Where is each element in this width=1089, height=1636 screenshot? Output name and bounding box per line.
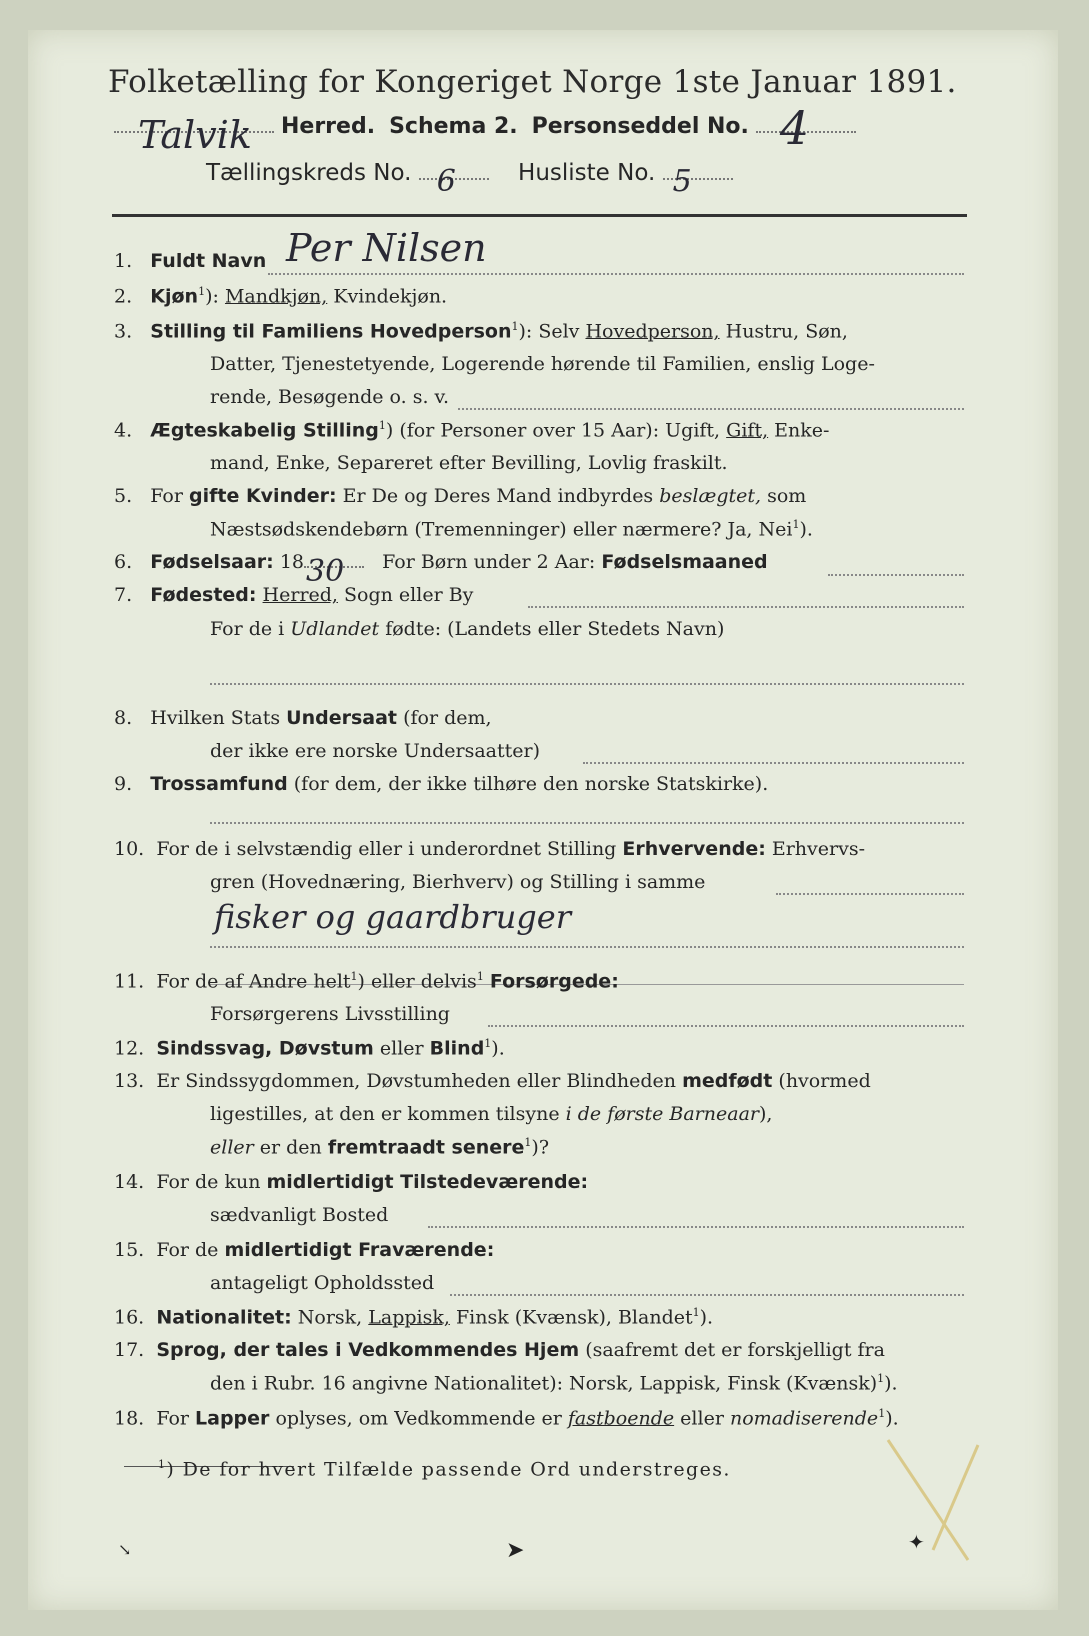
item-18 <box>114 1407 899 1429</box>
item-number: 10. <box>114 838 145 860</box>
item-13-line3 <box>210 1136 549 1158</box>
field-text: Finsk (Kvænsk), Blandet <box>455 1306 693 1329</box>
field-label: Fuldt Navn <box>150 250 267 272</box>
kreds-field <box>419 164 489 199</box>
field-text: For de kun <box>156 1171 261 1193</box>
field-text: Er De og Deres Mand indbyrdes <box>342 485 654 507</box>
item-15 <box>114 1239 494 1261</box>
item-11-fill <box>488 1025 964 1027</box>
field-label: midlertidigt Tilstedeværende: <box>266 1171 589 1193</box>
footnote-ref: 1 <box>198 285 206 298</box>
ink-star-icon: ✦ <box>908 1530 925 1554</box>
kreds-no: 6 <box>436 164 456 199</box>
footnote <box>158 1458 731 1480</box>
field-label: Ægteskabelig Stilling <box>150 419 379 442</box>
field-text: som <box>767 485 807 507</box>
field-text: eller <box>379 1037 424 1060</box>
item-10-fill <box>776 893 964 895</box>
item-1 <box>114 250 266 272</box>
footnote-ref: 1 <box>350 970 358 983</box>
item-8-fill <box>583 762 964 764</box>
footnote-ref: 1 <box>378 419 386 432</box>
footnote-ref: 1 <box>484 1037 492 1050</box>
item-10-line3 <box>210 946 964 948</box>
item-number: 3. <box>114 320 133 343</box>
field-text: ): Selv <box>518 320 580 343</box>
item-5-line2 <box>210 518 813 540</box>
item-number: 8. <box>114 707 133 729</box>
item-3 <box>114 320 848 342</box>
header-rule <box>112 214 967 217</box>
item-10-line2: gren (Hovednæring, Bierhverv) og Stilling i samme <box>210 871 706 893</box>
census-form <box>28 30 1058 1610</box>
option: Kvindekjøn. <box>333 285 448 308</box>
occupation-value: fisker og gaardbruger <box>214 898 572 936</box>
field-text: For de af Andre helt <box>156 970 351 993</box>
herred-label: Herred. <box>281 114 376 139</box>
field-text: For <box>150 485 183 507</box>
personseddel-label: Personseddel No. <box>531 114 749 139</box>
field-text: Erhvervs- <box>771 838 866 860</box>
field-text: ligestilles, at den er kommen tilsyne <box>210 1103 560 1125</box>
field-text: ). <box>884 1372 898 1395</box>
field-label: Fødselsmaaned <box>601 551 768 573</box>
item-number: 17. <box>114 1339 145 1361</box>
field-text: Næstsødskendebørn (Tremenninger) eller nærmere? Ja, Nei <box>210 518 793 541</box>
item-6-fill <box>828 574 964 576</box>
option-selected: Mandkjøn, <box>224 285 328 308</box>
field-text-italic: nomadiserende <box>729 1407 879 1430</box>
item-number: 15. <box>114 1239 145 1261</box>
option-selected: fastboende <box>567 1407 675 1430</box>
husliste-field <box>663 164 733 199</box>
item-number: 4. <box>114 419 133 442</box>
form-title: Folketælling for Kongeriget Norge 1ste Januar 1891. <box>108 64 957 100</box>
item-12 <box>114 1037 505 1059</box>
field-text: eller <box>680 1407 724 1430</box>
item-7-fill <box>528 606 964 608</box>
field-text: (hvormed <box>778 1070 871 1092</box>
item-7-line2 <box>210 618 724 640</box>
field-text: Hvilken Stats <box>150 707 281 729</box>
item-8-line2: der ikke ere norske Undersaatter) <box>210 740 540 762</box>
personseddel-no: 4 <box>779 101 810 155</box>
item-17 <box>114 1339 885 1361</box>
year-prefix: 18 <box>279 551 304 573</box>
footnote-ref: 1 <box>511 320 519 333</box>
item-number: 5. <box>114 485 133 507</box>
field-text: ). <box>885 1407 899 1430</box>
footnote-ref: 1 <box>158 1458 167 1471</box>
full-name-value: Per Nilsen <box>286 226 487 270</box>
field-text: ) eller delvis <box>357 970 477 993</box>
field-text: )? <box>531 1136 550 1159</box>
field-text: For de i <box>210 618 285 640</box>
husliste-label: Husliste No. <box>518 160 656 186</box>
field-text: For <box>156 1407 189 1430</box>
year-field <box>304 554 364 589</box>
item-number: 16. <box>114 1306 145 1329</box>
field-label: Undersaat <box>286 707 398 729</box>
item-number: 18. <box>114 1407 145 1430</box>
item-number: 9. <box>114 773 133 795</box>
item-number: 13. <box>114 1070 145 1092</box>
item-11 <box>114 970 619 992</box>
field-text-italic: beslægtet, <box>659 485 762 507</box>
item-15-fill <box>450 1294 964 1296</box>
field-text: ), <box>759 1103 773 1125</box>
option-selected: Gift, <box>726 419 769 442</box>
item-4-line2: mand, Enke, Separeret efter Bevilling, Lovlig fraskilt. <box>210 452 728 474</box>
item-3-line2: Datter, Tjenestetyende, Logerende hørende til Familien, enslig Loge- <box>210 353 875 375</box>
field-text: For de i selvstændig eller i underordnet Stilling <box>156 838 617 860</box>
field-text: Sogn eller By <box>344 584 474 606</box>
item-7 <box>114 584 473 606</box>
item-number: 14. <box>114 1171 145 1193</box>
field-label: Erhvervende: <box>622 838 766 860</box>
ink-tick-icon: ↘ <box>118 1540 132 1559</box>
field-text: (saafremt det er forskjelligt fra <box>585 1339 885 1361</box>
field-text-italic: i de første Barneaar <box>565 1103 759 1125</box>
footnote-ref: 1 <box>524 1136 532 1149</box>
item-10 <box>114 838 865 860</box>
field-text: Er Sindssygdommen, Døvstumheden eller Blindheden <box>156 1070 677 1092</box>
field-text: fødte: (Landets eller Stedets Navn) <box>385 618 725 640</box>
item-3-fill <box>458 408 964 410</box>
item-2 <box>114 285 447 307</box>
field-text: ) (for Personer over 15 Aar): Ugift, <box>385 419 721 442</box>
item-4 <box>114 419 829 441</box>
item-number: 12. <box>114 1037 145 1060</box>
footnote-ref: 1 <box>476 970 484 983</box>
pencil-cross-mark <box>878 1430 998 1570</box>
item-number: 1. <box>114 250 133 272</box>
field-label: Blind <box>429 1037 485 1060</box>
option-selected: Hovedperson, <box>585 320 720 343</box>
item-9-fill <box>210 822 964 824</box>
item-7-line3 <box>210 683 964 685</box>
footnote-ref: 1 <box>692 1306 700 1319</box>
field-text: ). <box>699 1306 714 1329</box>
item-13-line2 <box>210 1103 772 1125</box>
item-8 <box>114 707 492 729</box>
field-label: Stilling til Familiens Hovedperson <box>150 320 512 343</box>
item-number: 6. <box>114 551 133 573</box>
schema-label: Schema 2. <box>389 114 518 139</box>
herred-name: Talvik <box>138 113 252 157</box>
field-label: Nationalitet: <box>156 1306 292 1329</box>
field-label: Fødselsaar: <box>150 551 274 573</box>
field-text: (for dem, <box>403 707 492 729</box>
footnote-ref: 1 <box>878 1407 886 1420</box>
item-17-line2 <box>210 1372 898 1394</box>
field-text: (for dem, der ikke tilhøre den norske Statskirke). <box>293 773 769 795</box>
item-number: 11. <box>114 970 145 993</box>
item-11-line2: Forsørgerens Livsstilling <box>210 1003 450 1025</box>
herred-line <box>114 101 856 157</box>
item-14-fill <box>428 1226 964 1228</box>
item-9 <box>114 773 768 795</box>
field-text-italic: Udlandet <box>290 618 380 640</box>
ink-mark-icon: ➤ <box>506 1538 525 1563</box>
personseddel-field <box>756 101 856 155</box>
husliste-no: 5 <box>672 164 692 199</box>
item-14-line2: sædvanligt Bosted <box>210 1204 389 1226</box>
kreds-label: Tællingskreds No. <box>206 160 412 186</box>
field-text: den i Rubr. 16 angivne Nationalitet): Norsk, Lappisk, Finsk (Kvænsk) <box>210 1372 878 1395</box>
field-label: fremtraadt senere <box>327 1136 525 1159</box>
field-text-italic: eller <box>210 1136 254 1159</box>
field-text: Enke- <box>774 419 830 442</box>
field-label: Sindssvag, Døvstum <box>156 1037 374 1060</box>
field-text: Hustru, Søn, <box>725 320 848 343</box>
item-13 <box>114 1070 871 1092</box>
field-text: ). <box>491 1037 505 1060</box>
field-text: For de <box>156 1239 219 1261</box>
field-text: er den <box>259 1136 322 1159</box>
field-text: ): <box>205 285 219 308</box>
item-15-line2: antageligt Opholdssted <box>210 1272 435 1294</box>
item-number: 2. <box>114 285 133 308</box>
item-number: 7. <box>114 584 133 606</box>
field-label: Fødested: <box>150 584 257 606</box>
field-label: midlertidigt Fraværende: <box>224 1239 495 1261</box>
footnote-ref: 1 <box>792 518 800 531</box>
field-label: Sprog, der tales i Vedkommendes Hjem <box>156 1339 580 1361</box>
name-line <box>268 273 964 275</box>
birth-year-value: 30 <box>306 554 345 589</box>
field-text: ). <box>799 518 813 541</box>
field-text: For Børn under 2 Aar: <box>382 551 596 573</box>
field-text: oplyses, om Vedkommende er <box>275 1407 562 1430</box>
option-selected: Lappisk, <box>368 1306 450 1329</box>
herred-field <box>114 113 274 157</box>
item-6 <box>114 551 768 589</box>
field-label: Kjøn <box>150 285 199 308</box>
item-14 <box>114 1171 588 1193</box>
field-text: Norsk, <box>297 1306 363 1329</box>
item-3-line3: rende, Besøgende o. s. v. <box>210 386 450 408</box>
field-label: Forsørgede: <box>489 970 619 993</box>
item-16 <box>114 1306 713 1328</box>
field-label: Lapper <box>195 1407 270 1430</box>
field-label: medfødt <box>682 1070 773 1092</box>
footnote-ref: 1 <box>877 1372 885 1385</box>
option-selected: Herred, <box>262 584 338 606</box>
kreds-line <box>206 160 733 199</box>
item-5 <box>114 485 806 507</box>
field-label: Trossamfund <box>150 773 288 795</box>
footnote-text: ) De for hvert Tilfælde passende Ord understreges. <box>166 1458 731 1481</box>
field-label: gifte Kvinder: <box>188 485 337 507</box>
